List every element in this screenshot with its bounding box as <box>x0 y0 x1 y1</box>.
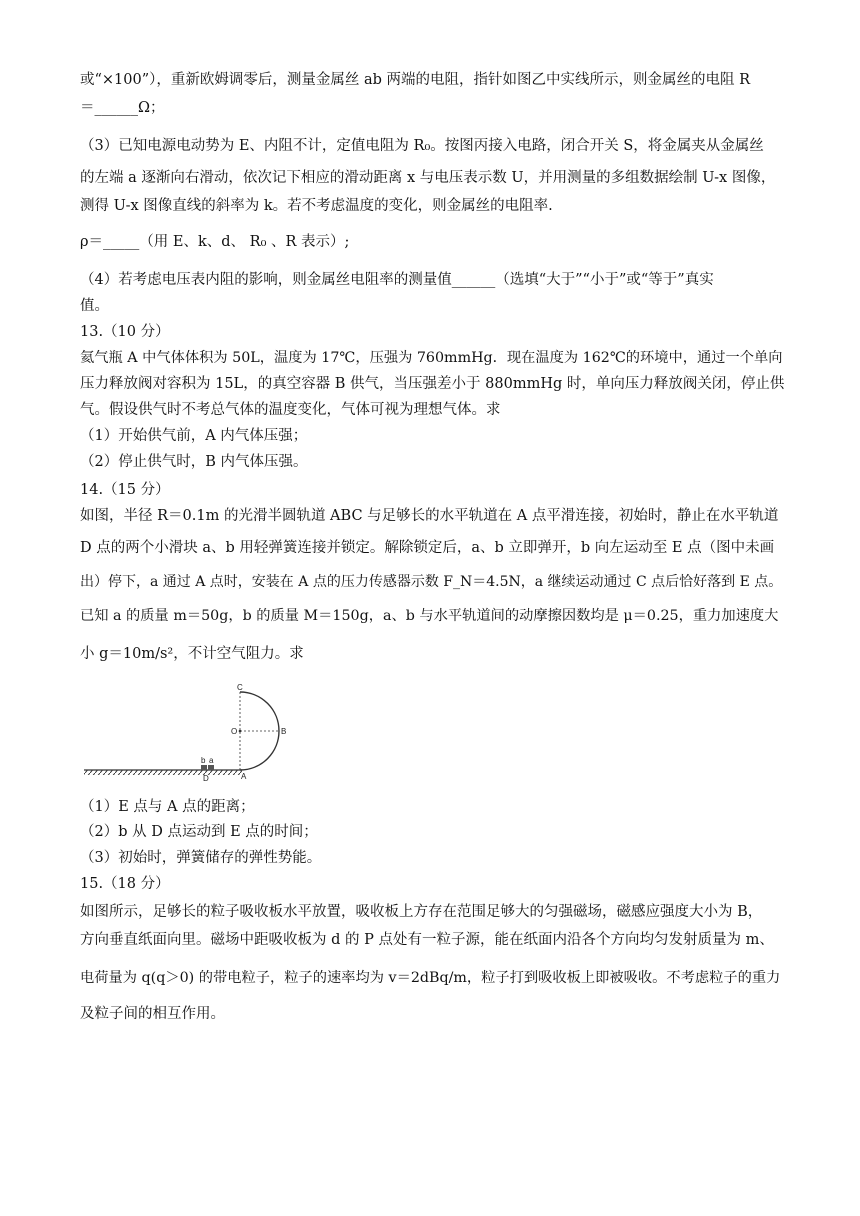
q13-line-3: 气。假设供气时不考总气体的温度变化，气体可视为理想气体。求 <box>80 402 501 418</box>
q13-sub-2: （2）停止供气时，B 内气体压强。 <box>80 454 308 470</box>
q15-line-4: 及粒子间的相互作用。 <box>80 1006 225 1022</box>
q12-2-line-1: 或“×100”），重新欧姆调零后，测量金属丝 ab 两端的电阻，指针如图乙中实线所示，则金属丝的电阻 R <box>80 72 751 88</box>
q15-header: 15.（18 分） <box>80 876 170 892</box>
label-block-a: a <box>209 756 214 765</box>
track-diagram-svg <box>80 683 300 783</box>
ground-hatch <box>84 770 242 775</box>
q14-line-1: 如图，半径 R＝0.1m 的光滑半圆轨道 ABC 与足够长的水平轨道在 A 点平滑连接，初始时，静止在水平轨道 <box>80 508 779 524</box>
label-c: C <box>237 683 243 692</box>
block-a <box>208 765 214 770</box>
label-o: O <box>231 727 238 736</box>
label-block-b: b <box>201 756 206 765</box>
track-diagram <box>80 683 300 783</box>
q12-3-line-3: 测得 U-x 图像直线的斜率为 k。若不考虑温度的变化，则金属丝的电阻率. <box>80 198 553 214</box>
q12-4-line-1: （4）若考虑电压表内阻的影响，则金属丝电阻率的测量值______（选填“大于”“小于”或“等于”真实 <box>80 272 714 288</box>
q12-3-line-1: （3）已知电源电动势为 E、内阻不计，定值电阻为 R₀。按图丙接入电路，闭合开关 S，将金属夹从金属丝 <box>80 138 764 154</box>
q12-3-line-2: 的左端 a 逐渐向右滑动，依次记下相应的滑动距离 x 与电压表示数 U，并用测量的多组数据绘制 U-x 图像， <box>80 170 776 186</box>
q14-header: 14.（15 分） <box>80 482 170 498</box>
block-b <box>201 765 207 770</box>
q14-line-4: 已知 a 的质量 m＝50g，b 的质量 M＝150g，a、b 与水平轨道间的动摩擦因数均是 μ＝0.25，重力加速度大 <box>80 608 779 624</box>
q14-line-5: 小 g＝10m/s²，不计空气阻力。求 <box>80 646 304 662</box>
q13-header: 13.（10 分） <box>80 324 170 340</box>
q15-line-3: 电荷量为 q(q＞0) 的带电粒子，粒子的速率均为 v＝2dBq/m，粒子打到吸收板上即被吸收。不考虑粒子的重力 <box>80 970 781 986</box>
q15-line-2: 方向垂直纸面向里。磁场中距吸收板为 d 的 P 点处有一粒子源，能在纸面内沿各个方向均匀发射质量为 m、 <box>80 932 774 948</box>
q14-sub-2: （2）b 从 D 点运动到 E 点的时间； <box>80 824 318 840</box>
label-a-point: A <box>241 772 247 781</box>
q15-line-1: 如图所示，足够长的粒子吸收板水平放置，吸收板上方存在范围足够大的匀强磁场，磁感应强度大小为 B， <box>80 904 763 920</box>
q14-sub-3: （3）初始时，弹簧储存的弹性势能。 <box>80 850 322 866</box>
q14-line-3: 出）停下，a 通过 A 点时，安装在 A 点的压力传感器示数 F_N＝4.5N，a 继续运动通过 C 点后恰好落到 E 点。 <box>80 574 783 590</box>
label-d: D <box>203 774 209 783</box>
q14-sub-1: （1）E 点与 A 点的距离； <box>80 799 255 815</box>
q12-2-line-2: ＝______Ω； <box>80 100 165 116</box>
center-point <box>239 730 242 733</box>
q12-4-line-2: 值。 <box>80 298 109 314</box>
q13-line-1: 氦气瓶 A 中气体体积为 50L，温度为 17℃，压强为 760mmHg．现在温度为 162℃的环境中，通过一个单向 <box>80 350 783 366</box>
q12-3-line-4: ρ＝_____（用 E、k、d、 R₀ 、R 表示）; <box>80 234 350 250</box>
q14-line-2: D 点的两个小滑块 a、b 用轻弹簧连接并锁定。解除锁定后，a、b 立即弹开，b 向左运动至 E 点（图中未画 <box>80 540 775 556</box>
q13-sub-1: （1）开始供气前，A 内气体压强； <box>80 428 308 444</box>
label-b-point: B <box>281 727 287 736</box>
q13-line-2: 压力释放阀对容积为 15L，的真空容器 B 供气，当压强差小于 880mmHg 时，单向压力释放阀关闭，停止供 <box>80 376 785 392</box>
